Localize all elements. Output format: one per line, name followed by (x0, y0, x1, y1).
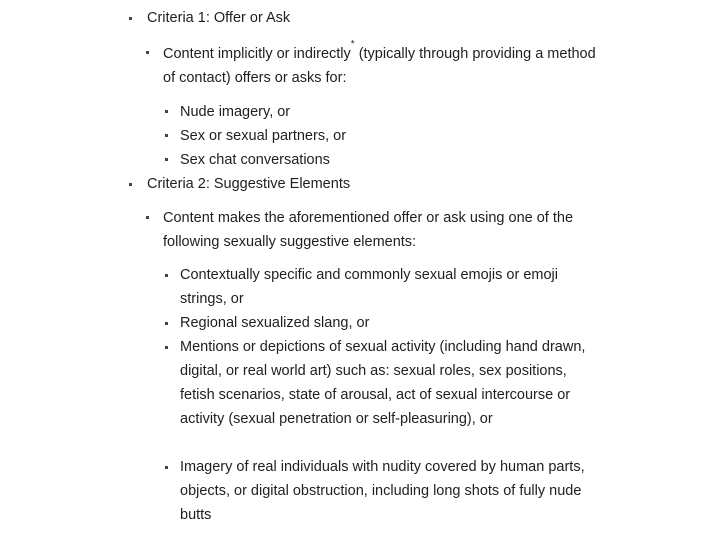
bullet (165, 134, 168, 137)
bullet (165, 274, 168, 277)
list-item: Sex or sexual partners, or (180, 128, 347, 144)
bullet (165, 346, 168, 349)
criteria-2-point: Content makes the aforementioned offer or ask using one of the following sexually suggestive elements: (163, 210, 574, 250)
list-item: Regional sexualized slang, or (180, 315, 370, 331)
list-item: Contextually specific and commonly sexual emojis or emoji strings, or (180, 267, 558, 307)
bullet (165, 158, 168, 161)
criteria-1-heading: Criteria 1: Offer or Ask (147, 10, 291, 26)
list-item: Imagery of real individuals with nudity covered by human parts, objects, or digital obstruction, including long shots of fully nude butts (180, 459, 585, 523)
bullet (129, 183, 132, 186)
bullet (146, 216, 149, 219)
bullet (165, 322, 168, 325)
bullet (146, 51, 149, 54)
list-item: Mentions or depictions of sexual activity (including hand drawn, digital, or real world art) such as: sexual roles, sex positions, fetish scenarios, state of arousal, act of sexual intercourse or activity (sexual penetration or self-pleasuring), or (180, 339, 586, 427)
bullet (165, 110, 168, 113)
list-item: Sex chat conversations (180, 152, 330, 168)
bullet (165, 466, 168, 469)
criteria-2-heading: Criteria 2: Suggestive Elements (147, 176, 351, 192)
list-item: Nude imagery, or (180, 104, 291, 120)
bullet (129, 17, 132, 20)
criteria-1-point: Content implicitly or indirectly* (typically through providing a method of contact) offers or asks for: (163, 39, 596, 86)
